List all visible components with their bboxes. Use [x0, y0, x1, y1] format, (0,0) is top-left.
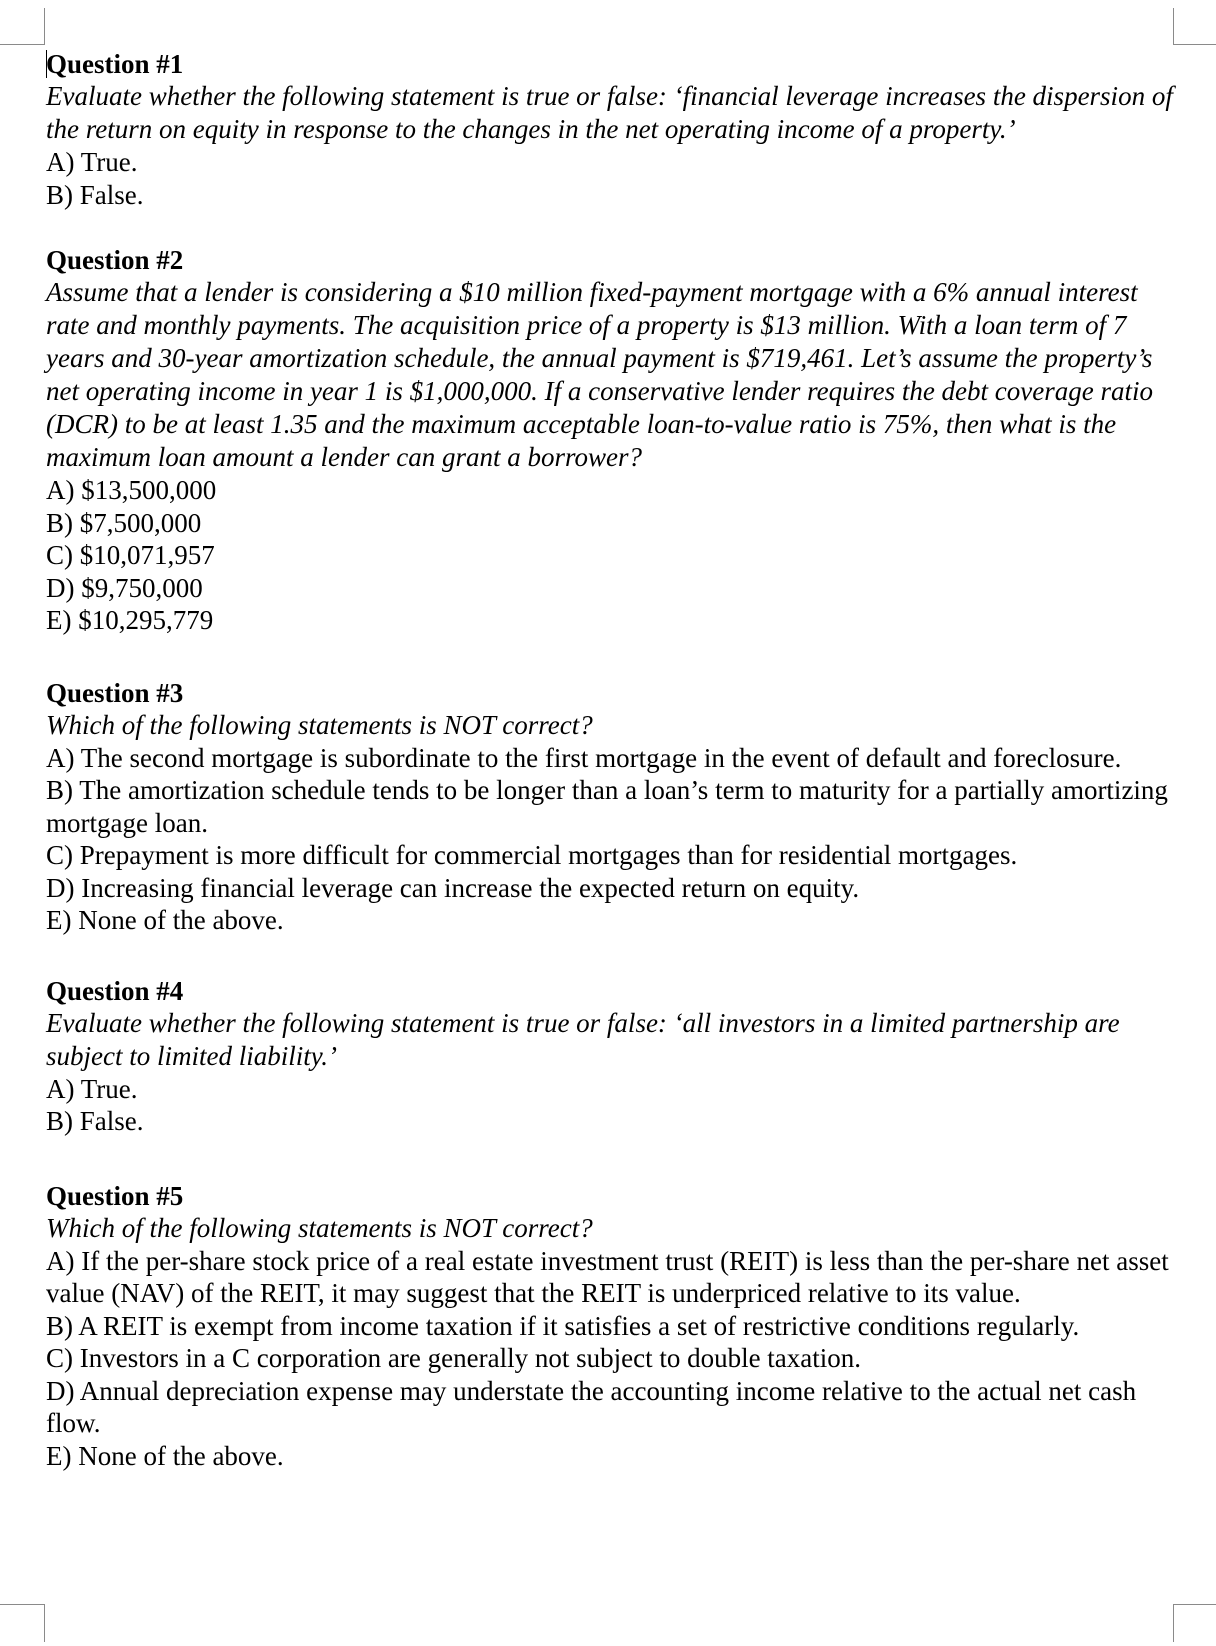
question-4: [46, 975, 1176, 1138]
answer-option: B) $7,500,000: [46, 507, 202, 538]
answer-option: D) Annual depreciation expense may understate the accounting income relative to the actual net cash flow.: [46, 1375, 1137, 1438]
question-stem: Assume that a lender is considering a $10 million fixed-payment mortgage with a 6% annual interest rate and monthly payments. The acquisition price of a property is $13 million. With a loan term of 7 years and 30-year amortization schedule, the annual payment is $719,461. Let’s assume the property’s net operating income in year 1 is $1,000,000. If a conservative lender requires the debt coverage ratio (DCR) to be at least 1.35 and the maximum acceptable loan-to-value ratio is 75%, then what is the maximum loan amount a lender can grant a borrower?: [46, 277, 1153, 472]
question-title: Question #5: [46, 1180, 184, 1211]
answer-option: A) True.: [46, 147, 138, 177]
answer-option: C) Investors in a C corporation are generally not subject to double taxation.: [46, 1343, 862, 1373]
answer-option: B) A REIT is exempt from income taxation if it satisfies a set of restrictive conditions regularly.: [46, 1310, 1080, 1341]
answer-option: E) None of the above.: [46, 1440, 284, 1471]
question-stem: Evaluate whether the following statement is true or false: ‘financial leverage increases the dispersion of the return on equity in response to the changes in the net operating income of a property.’: [46, 81, 1173, 144]
question-title: Question #4: [46, 975, 184, 1006]
answer-option: D) Increasing financial leverage can increase the expected return on equity.: [46, 872, 860, 903]
question-3: [46, 677, 1176, 937]
answer-option: A) True.: [46, 1073, 138, 1104]
answer-option: B) False.: [46, 1106, 144, 1136]
document-body[interactable]: [46, 48, 1176, 1504]
answer-option: A) If the per-share stock price of a real estate investment trust (REIT) is less than the per-share net asset value (NAV) of the REIT, it may suggest that the REIT is underpriced relative to its value.: [46, 1245, 1169, 1308]
question-1: [46, 48, 1176, 211]
answer-option: B) The amortization schedule tends to be longer than a loan’s term to maturity for a partially amortizing mortgage loan.: [46, 775, 1168, 838]
answer-option: A) The second mortgage is subordinate to the first mortgage in the event of default and foreclosure.: [46, 742, 1122, 773]
answer-option: D) $9,750,000: [46, 572, 203, 603]
answer-option: A) $13,500,000: [46, 475, 217, 505]
question-stem: Evaluate whether the following statement is true or false: ‘all investors in a limited partnership are subject to limited liability.’: [46, 1007, 1120, 1071]
answer-option: B) False.: [46, 179, 144, 210]
answer-option: C) Prepayment is more difficult for commercial mortgages than for residential mortgages.: [46, 840, 1018, 870]
question-stem: Which of the following statements is NOT correct?: [46, 709, 593, 740]
question-title: Question #1: [46, 49, 184, 79]
answer-option: E) None of the above.: [46, 905, 284, 935]
question-5: [46, 1180, 1176, 1473]
question-title: Question #3: [46, 677, 184, 708]
answer-option: C) $10,071,957: [46, 540, 215, 570]
question-stem: Which of the following statements is NOT correct?: [46, 1212, 593, 1243]
question-title: Question #2: [46, 245, 184, 275]
question-2: [46, 244, 1176, 637]
answer-option: E) $10,295,779: [46, 605, 214, 635]
